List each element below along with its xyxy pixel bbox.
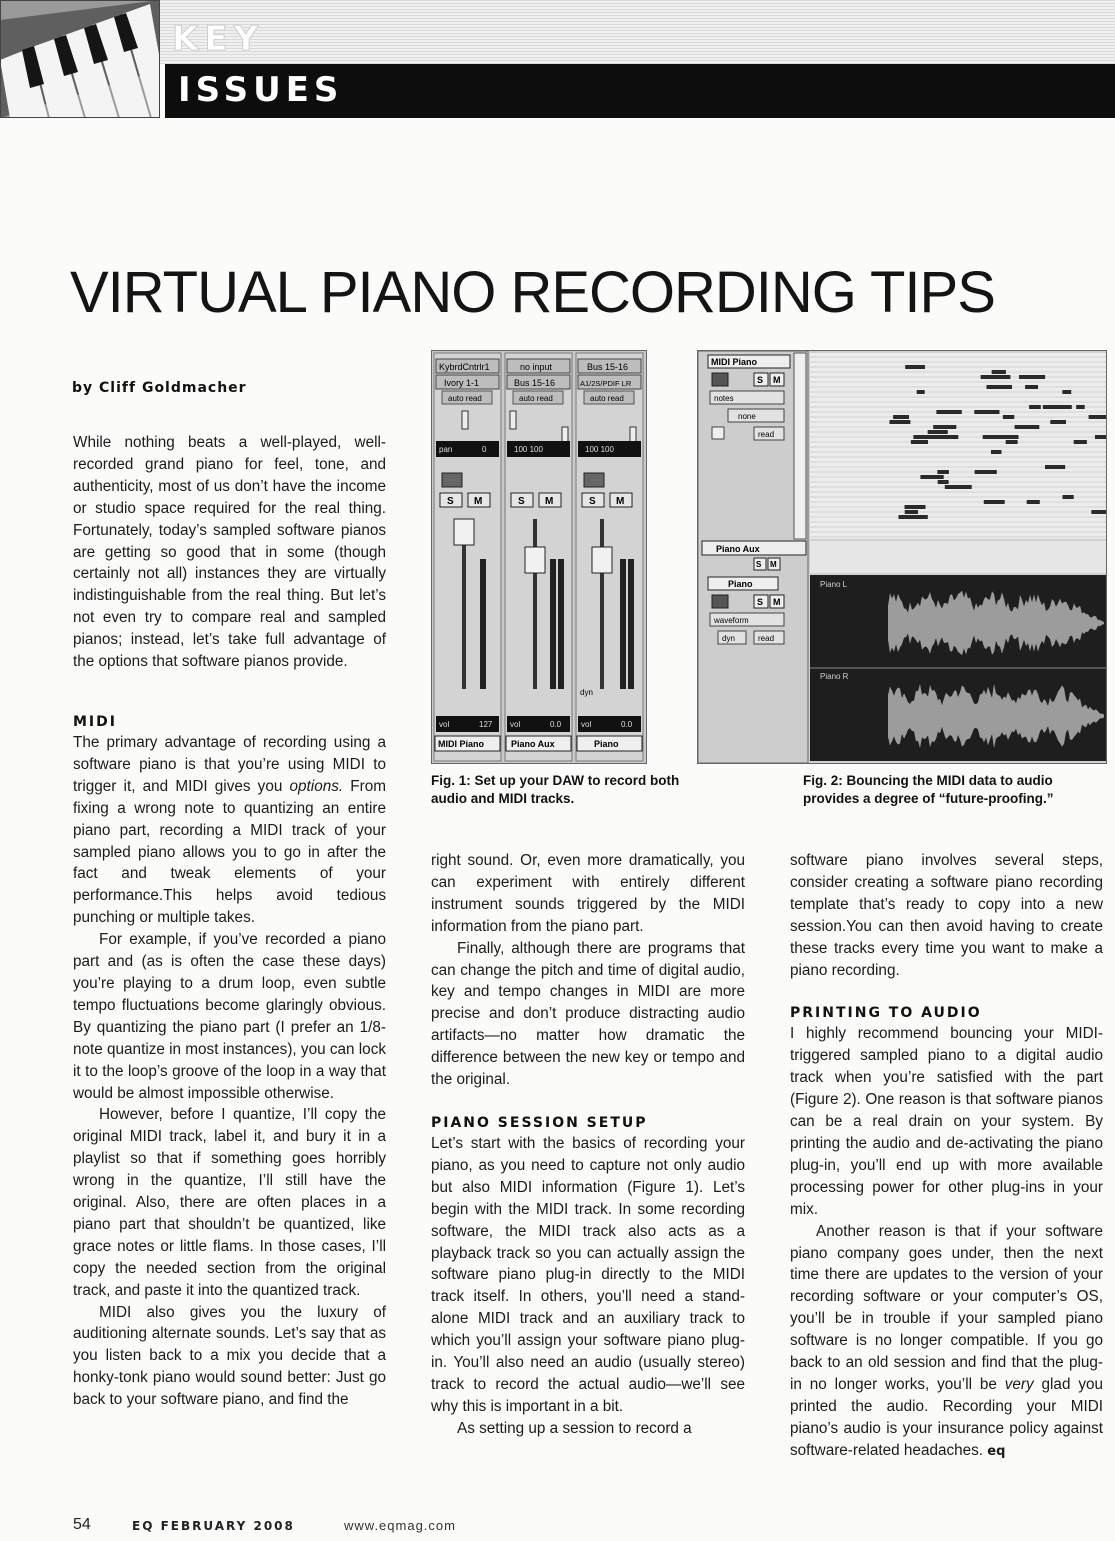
midi-note[interactable] [1003,415,1014,419]
strip-3-mute-label: M [616,496,625,507]
col3-paragraph-2: I highly recommend bouncing your MIDI-triggered sampled piano to a digital audio track when you’re satisfied with the part (Figure 2). One reason is that software pianos can be a real drain on your system. By printing the audio and de-activating the piano plug-in, you’ll end up with more available processing power for other plug-ins in your mix. [790,1025,1103,1218]
strip-2-meter-left [550,559,556,689]
strip-1-name: MIDI Piano [438,739,485,749]
midi-note[interactable] [1015,425,1040,429]
midi-note[interactable] [1076,405,1085,409]
midi-keyboard-strip [794,353,806,539]
midi-note[interactable] [1025,385,1038,389]
strip-1-rec-button[interactable] [442,473,462,487]
strip-2-solo-label: S [518,496,525,507]
strip-2-mute-label: M [545,496,554,507]
strip-3-input-label: Bus 15-16 [587,362,629,372]
audio-waveform-area [810,575,1106,761]
midi-track-name: MIDI Piano [711,357,758,367]
midi-note[interactable] [987,385,1013,389]
audio-track-name: Piano [728,579,753,589]
audio-mode-label: read [758,634,775,643]
midi-note[interactable] [905,365,925,369]
midi-note[interactable] [945,485,972,489]
strip-2-pan-knob-left[interactable] [510,411,516,429]
midi-note[interactable] [890,420,911,424]
section-heading-printing-to-audio: PRINTING TO AUDIO [790,1005,982,1022]
strip-3-solo-label: S [589,496,596,507]
midi-note[interactable] [933,425,956,429]
strip-3-vol-value: 0.0 [621,720,633,729]
strip-1-meter [480,559,486,689]
strip-1-pan-value: 0 [482,445,487,454]
midi-channel-label: none [738,412,756,421]
audio-automation-label: dyn [722,634,735,643]
midi-note[interactable] [1006,440,1018,444]
midi-solo-label: S [757,375,764,385]
col2-paragraph-3: Let’s start with the basics of recording your piano, as you need to capture not only audio but also MIDI information (Figure 1). Let’s begin with the MIDI track. In some recording software, the MIDI track also acts as a playback track so you can actually assign the software piano plug-in directly to the MIDI track itself. In others, you’ll need a stand-alone MIDI track and an auxiliary track to which you’ll assign your software piano plug-in. You’ll also need an audio (usually stereo) track to record the actual audio—we’ll see why this is important in a bit. [431,1134,745,1415]
midi-note[interactable] [975,470,997,474]
midi-note[interactable] [920,475,943,479]
midi-note[interactable] [991,375,1007,379]
figure-1-mixer-screenshot [431,350,647,764]
lane-label-left: Piano L [820,580,848,589]
audio-track-rec-button[interactable] [712,595,728,608]
column-3 [790,850,1103,1463]
midi-track-alert-icon [712,427,724,439]
strip-2-output-label: Bus 15-16 [514,378,556,388]
strip-2-vol-value: 0.0 [550,720,562,729]
midi-note[interactable] [1095,435,1106,439]
audio-solo-label: S [757,597,764,607]
waveform-right-channel [888,684,1104,748]
midi-note[interactable] [937,470,949,474]
edit-window [698,351,1106,763]
midi-paragraph-2: For example, if you’ve recorded a piano part and (as is often the case these days) you’re playing to a drum loop, even subtle tempo fluctuations become glaringly obvious. By quantizing the piano part (I prefer an 1/8-note quantize in most instances), you can lock it to the loop’s groove of the loop in a way that would be almost impossible otherwise. [73,931,386,1102]
strip-3-name: Piano [594,739,619,749]
midi-note[interactable] [938,480,949,484]
strip-3-vol-label: vol [581,720,592,729]
midi-note[interactable] [913,435,942,439]
midi-piano-roll [810,353,1106,539]
footer-url: www.eqmag.com [344,1518,456,1533]
midi-note[interactable] [992,370,1006,374]
byline: by Cliff Goldmacher [72,380,247,396]
col3-paragraph-1: software piano involves several steps, consider creating a software piano recording template that’s ready to copy into a new session.You can then avoid having to create these tracks every time you want to make a piano recording. [790,852,1103,979]
col3-paragraph-3: Another reason is that if your software piano company goes under, then the next time there are updates to the version of your recording software or your computer’s OS, you’ll be in trouble if your sampled piano software is no longer compatible. If you go back to an old session and find that the plug-in no longer works, you’ll be very glad you printed the audio. Recording your MIDI piano’s audio is your insurance policy against software-related headaches. eq [790,1222,1103,1459]
lane-label-right: Piano R [820,672,849,681]
midi-note[interactable] [1043,405,1072,409]
midi-note[interactable] [899,515,928,519]
strip-3-rec-button[interactable] [584,473,604,487]
strip-1-mute-label: M [474,496,483,507]
midi-note[interactable] [1019,375,1036,379]
strip-2-input-label: no input [520,362,553,372]
midi-note[interactable] [1029,405,1041,409]
midi-note[interactable] [917,390,925,394]
midi-mode-label: read [758,430,775,439]
end-mark: eq [987,1443,1006,1459]
section-heading-piano-session-setup: PIANO SESSION SETUP [431,1114,648,1131]
midi-note[interactable] [905,510,918,514]
column-1-intro [73,432,386,673]
figure-1-caption: Fig. 1: Set up your DAW to record both audio and MIDI tracks. [431,773,680,806]
midi-note[interactable] [984,500,1005,504]
midi-note[interactable] [1091,510,1106,514]
midi-note[interactable] [1074,440,1087,444]
column-1-midi [73,712,386,1411]
midi-note[interactable] [974,410,999,414]
footer-magazine-issue: EQ FEBRUARY 2008 [132,1519,295,1533]
midi-note[interactable] [1027,500,1040,504]
strip-1-vol-value: 127 [479,720,493,729]
aux-track-name: Piano Aux [716,544,760,554]
midi-note[interactable] [1045,465,1065,469]
audio-view-label: waveform [714,616,749,625]
strip-3-output-label: A1/2S/PDIF LR [580,379,632,388]
midi-note[interactable] [905,505,926,509]
midi-view-label: notes [714,394,734,403]
intro-paragraph: While nothing beats a well-played, well-recorded grand piano for feel, tone, and authenticity, most of us don’t have the income or studio space required for the real thing. Fortunately, today’s sampled software pianos are getting so good that in some (though certainly not all) instances they are virtually indistinguishable from the real thing. But let’s not even try to compare real and sampled pianos; instead, let’s take full advantage of the options that software pianos provide. [73,434,386,671]
midi-paragraph-1: The primary advantage of recording using a software piano is that you’re using MIDI to trigger it, and MIDI gives you options. From fixing a wrong note to quantizing an entire piano part, recording a MIDI track of your sampled piano allows you to go in after the fact and tweak elements of your performance.This helps avoid tedious punching or multiple takes. [73,734,386,927]
midi-note[interactable] [928,430,948,434]
strip-1-solo-label: S [447,496,454,507]
midi-note[interactable] [893,415,909,419]
strip-3-meter-left [620,559,626,689]
strip-2-name: Piano Aux [511,739,555,749]
aux-mute-label: M [770,560,777,569]
strip-1-output-label: Ivory 1-1 [444,378,480,388]
midi-note[interactable] [1089,415,1106,419]
column-2 [431,850,745,1440]
section-heading-midi: MIDI [73,714,117,730]
col2-paragraph-2: Finally, although there are programs that can change the pitch and time of digital audio, key and tempo changes in MIDI are more precise and don’t produce distracting audio artifacts—no matter how dramatic the difference between the new key or tempo and the original. [431,939,745,1089]
pan-label: pan [439,445,453,454]
article-headline: VIRTUAL PIANO RECORDING TIPS [70,260,995,325]
midi-note[interactable] [1062,390,1071,394]
mixer-window [432,351,646,763]
strip-2-pan-value: 100 100 [514,445,543,454]
strip-1-vol-label: vol [439,720,450,729]
strip-2-meter-right [558,559,564,689]
strip-2-fader-track [533,519,537,689]
strip-3-automation-label: auto read [590,394,624,403]
midi-note[interactable] [1063,495,1074,499]
figure-2-caption: Fig. 2: Bouncing the MIDI data to audio provides a degree of “future-proofing.” [803,773,1054,806]
strip-2-fader-cap[interactable] [525,547,545,573]
page-number: 54 [73,1516,91,1533]
header-stripe-band [155,0,1115,64]
strip-2-automation-label: auto read [519,394,553,403]
midi-note[interactable] [1050,420,1066,424]
strip-1-fader-cap[interactable] [454,519,474,545]
strip-3-pan-value: 100 100 [585,445,614,454]
audio-mute-label: M [773,597,781,607]
strip-1-automation-label: auto read [448,394,482,403]
midi-paragraph-3: However, before I quantize, I’ll copy the original MIDI track, label it, and bury it in a playlist so that if something goes horribly wrong in the quantize, I’ll still have the original. Also, there are often places in a piano part that shouldn’t be quantized, like grace notes or little flams. In those cases, I’ll copy the needed section from the original track, and paste it into the quantized track. [73,1106,386,1299]
col2-paragraph-4: As setting up a session to record a [457,1419,692,1437]
strip-3-dyn-label: dyn [580,688,593,697]
strip-1-pan-knob[interactable] [462,411,468,429]
midi-note[interactable] [983,435,997,439]
aux-track-lane [810,541,1106,573]
col2-paragraph-1: right sound. Or, even more dramatically, you can experiment with entirely different instrument sounds triggered by the MIDI information from the piano part. [431,852,745,935]
strip-3-fader-track [600,519,604,689]
aux-solo-label: S [756,560,762,569]
midi-note[interactable] [936,410,961,414]
strip-1-input-label: KybrdCntrlr1 [439,362,490,372]
midi-track-channel-selector[interactable] [728,409,784,422]
strip-3-fader-cap[interactable] [592,547,612,573]
midi-note[interactable] [911,440,928,444]
section-label-key: KEY [172,19,265,59]
midi-paragraph-4: MIDI also gives you the luxury of auditioning alternate sounds. Let’s say that as you listen back to a mix you decide that a honky-tonk piano would sound better: Just go back to your software piano, and find the [73,1303,386,1409]
strip-3-meter-right [628,559,634,689]
figure-2-edit-window-screenshot [697,350,1107,764]
midi-track-rec-button[interactable] [712,373,728,386]
midi-note[interactable] [991,450,1002,454]
keyboard-photo [0,0,160,118]
strip-2-vol-label: vol [510,720,521,729]
section-label-issues: ISSUES [178,70,344,110]
midi-mute-label: M [773,375,781,385]
